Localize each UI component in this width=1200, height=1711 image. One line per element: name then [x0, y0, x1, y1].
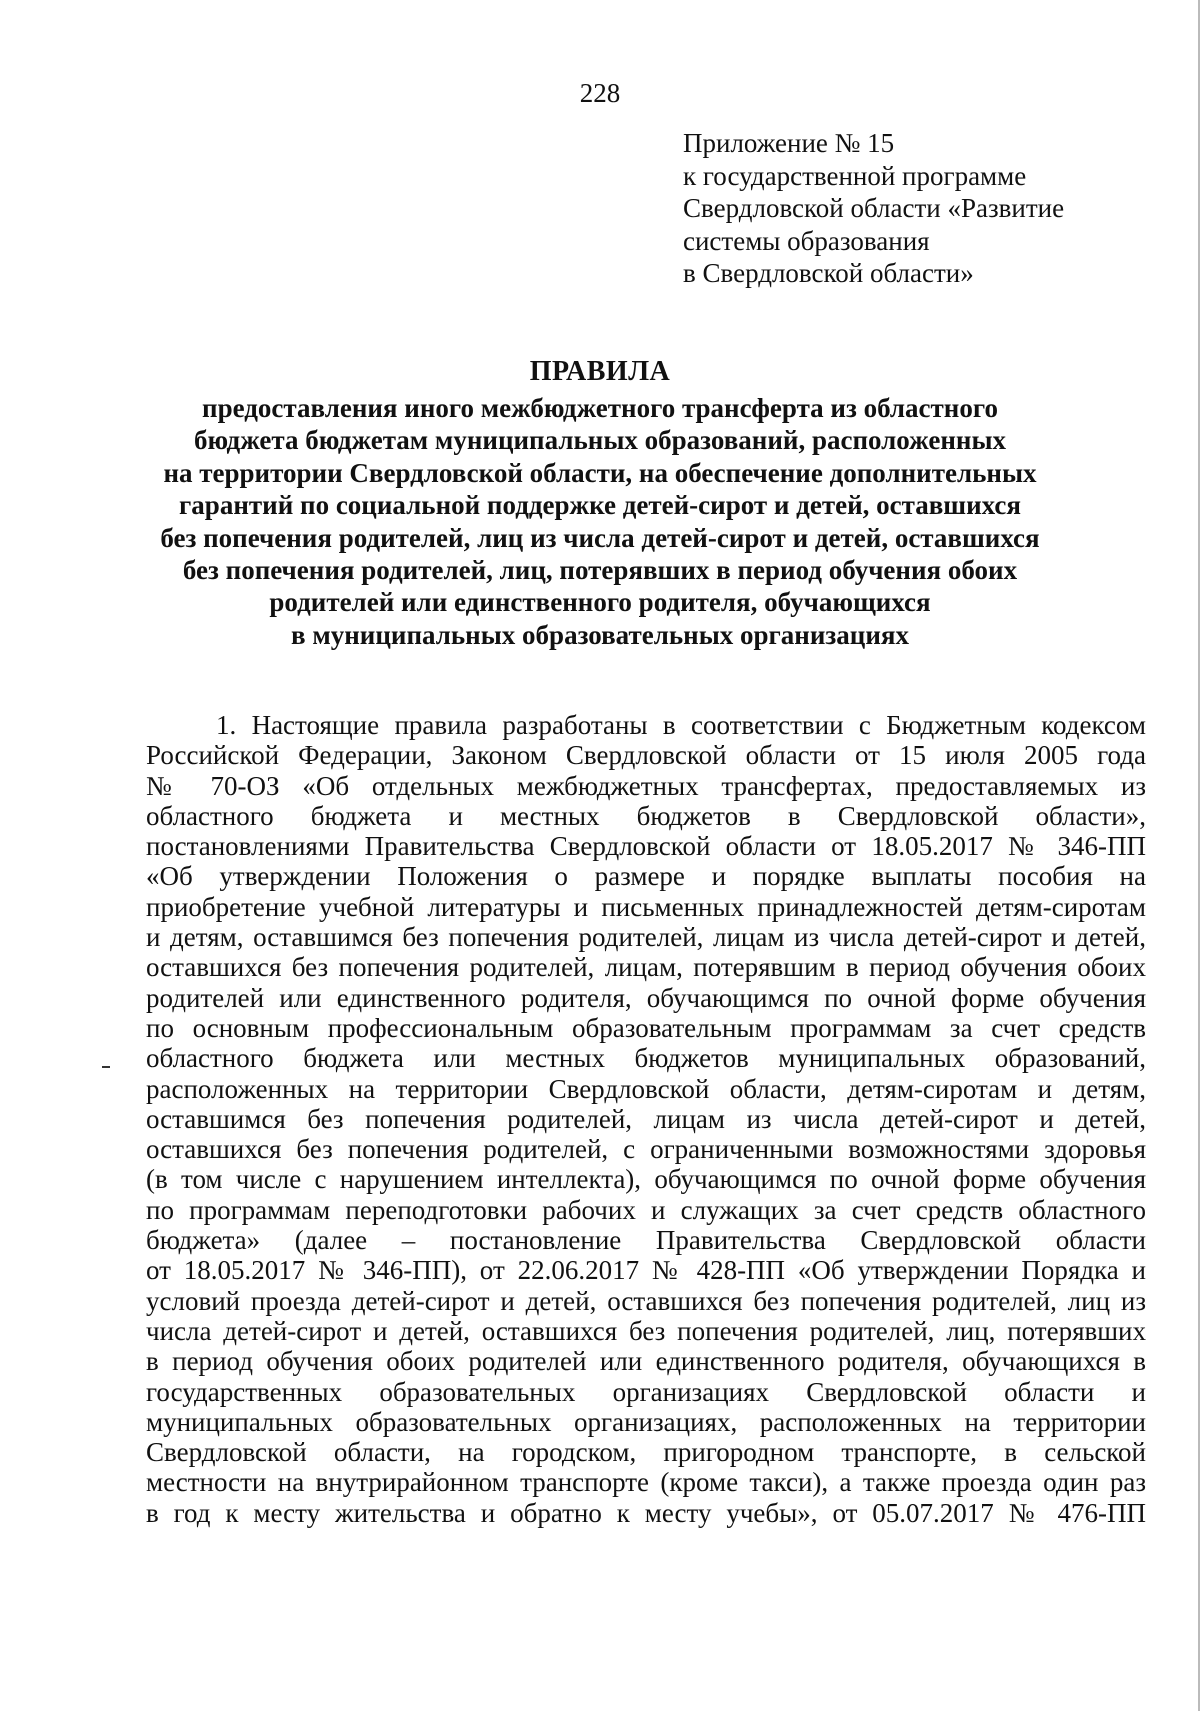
document-heading: ПРАВИЛА — [529, 356, 671, 387]
body-line: оставшихся без попечения родителей, лицам, потерявшим в период обучения обоих — [146, 952, 1146, 983]
body-line: областного бюджета или местных бюджетов муниципальных образований, — [146, 1043, 1146, 1074]
body-paragraph — [146, 710, 1146, 1528]
document-title-block — [0, 352, 1200, 651]
appendix-reference — [683, 127, 1163, 290]
subtitle-line: в муниципальных образовательных организациях — [291, 619, 909, 650]
body-line: в период обучения обоих родителей или единственного родителя, обучающихся в — [146, 1346, 1146, 1377]
body-line: муниципальных образовательных организациях, расположенных на территории — [146, 1406, 1146, 1437]
subtitle-line: без попечения родителей, лиц, потерявших в период обучения обоих — [182, 555, 1018, 586]
body-line: «Об утверждении Положения о размере и порядке выплаты пособия на — [146, 861, 1146, 892]
body-line: родителей или единственного родителя, обучающимся по очной форме обучения — [146, 982, 1146, 1013]
subtitle-line: бюджета бюджетам муниципальных образований, расположенных — [193, 425, 1007, 456]
appendix-line: в Свердловской области» — [683, 258, 974, 288]
subtitle-line: на территории Свердловской области, на обеспечение дополнительных — [163, 457, 1037, 488]
body-line: областного бюджета и местных бюджетов в Свердловской области», — [146, 800, 1146, 831]
document-subtitle — [0, 392, 1200, 651]
body-line: расположенных на территории Свердловской области, детям-сиротам и детям, — [146, 1073, 1146, 1104]
subtitle-line: предоставления иного межбюджетного трансферта из областного — [202, 393, 998, 423]
body-line: от 18.05.2017 № 346-ПП), от 22.06.2017 № 428-ПП «Об утверждении Порядка и — [146, 1255, 1146, 1286]
body-line: в год к месту жительства и обратно к месту учебы», от 05.07.2017 № 476-ПП — [146, 1497, 1146, 1528]
appendix-line: Свердловской области «Развитие — [683, 193, 1065, 223]
subtitle-line: родителей или единственного родителя, обучающихся — [269, 587, 931, 618]
page-number: 228 — [579, 78, 621, 108]
body-line: и детям, оставшимся без попечения родителей, лицам из числа детей-сирот и детей, — [146, 922, 1146, 953]
subtitle-line: без попечения родителей, лиц из числа детей-сирот и детей, оставшихся — [160, 522, 1040, 553]
body-line: условий проезда детей-сирот и детей, оставшихся без попечения родителей, лиц из — [146, 1285, 1146, 1316]
body-line: № 70-ОЗ «Об отдельных межбюджетных трансфертах, предоставляемых из — [146, 770, 1146, 801]
scan-mark — [102, 1066, 110, 1068]
body-line: бюджета» (далее – постановление Правительства Свердловской области — [146, 1225, 1146, 1256]
appendix-line: системы образования — [683, 225, 930, 256]
body-line: постановлениями Правительства Свердловской области от 18.05.2017 № 346-ПП — [146, 831, 1146, 862]
body-line: по программам переподготовки рабочих и служащих за счет средств областного — [146, 1194, 1146, 1225]
body-line: оставшимся без попечения родителей, лицам из числа детей-сирот и детей, — [146, 1103, 1146, 1134]
body-line: Свердловской области, на городском, пригородном транспорте, в сельской — [146, 1437, 1146, 1468]
body-line: (в том числе с нарушением интеллекта), обучающимся по очной форме обучения — [146, 1164, 1146, 1195]
body-line: государственных образовательных организациях Свердловской области и — [146, 1376, 1146, 1407]
body-line: местности на внутрирайонном транспорте (кроме такси), а также проезда один раз — [146, 1467, 1146, 1498]
subtitle-line: гарантий по социальной поддержке детей-сирот и детей, оставшихся — [179, 490, 1021, 521]
appendix-line: Приложение № 15 — [683, 128, 895, 158]
body-line: Российской Федерации, Законом Свердловской области от 15 июля 2005 года — [146, 740, 1146, 771]
body-line: 1. Настоящие правила разработаны в соответствии с Бюджетным кодексом — [216, 710, 1146, 740]
appendix-line: к государственной программе — [683, 160, 1027, 191]
body-line: числа детей-сирот и детей, оставшихся без попечения родителей, лиц, потерявших — [146, 1315, 1146, 1346]
body-line: по основным профессиональным образовательным программам за счет средств — [146, 1012, 1146, 1043]
body-line: оставшихся без попечения родителей, с ограниченными возможностями здоровья — [146, 1134, 1146, 1165]
body-line: приобретение учебной литературы и письменных принадлежностей детям-сиротам — [146, 891, 1146, 922]
